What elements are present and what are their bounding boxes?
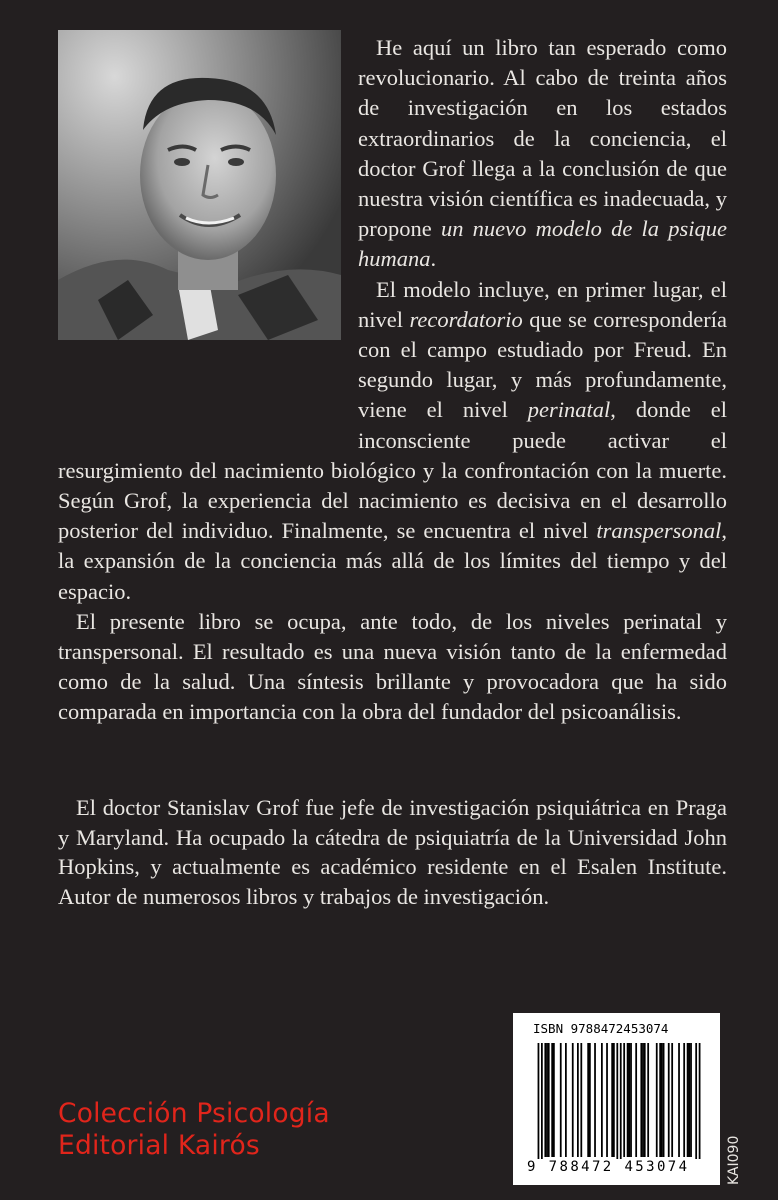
barcode-bar [688, 1043, 690, 1157]
barcode-bar [630, 1043, 632, 1157]
barcode-bar [640, 1043, 642, 1157]
barcode-bar [678, 1043, 680, 1157]
barcode-bar [627, 1043, 629, 1157]
barcode-bar [589, 1043, 591, 1157]
author-bio-paragraph: El doctor Stanislav Grof fue jefe de investigación psiquiátrica en Praga y Maryland. Ha ocupado la cátedra de psiquiatría de la Universidad John Hopkins, y actualmente es académico residente en el Esalen Institute. Autor de numerosos libros y trabajos de investigación. [58, 795, 727, 909]
synopsis-p1-end: . [430, 246, 437, 272]
barcode-bar [601, 1043, 603, 1157]
barcode-bar [656, 1043, 658, 1157]
barcode-bar [541, 1043, 543, 1165]
barcode-bar [616, 1043, 618, 1165]
barcode-bar [663, 1043, 665, 1157]
synopsis-p2-text-a: El modelo incluye, en primer lugar, el nivel [358, 276, 727, 332]
barcode-bar [620, 1043, 622, 1165]
barcode-bar [611, 1043, 613, 1157]
barcode-bar [644, 1043, 646, 1157]
barcode-bar [647, 1043, 649, 1157]
barcode-digits: 9 788472 453074 [527, 1159, 713, 1175]
barcode-bar [577, 1043, 579, 1157]
barcode-bar [551, 1043, 553, 1157]
barcode-bar [683, 1043, 685, 1157]
barcode-bar [580, 1043, 582, 1157]
barcode-bar [695, 1043, 697, 1165]
synopsis-p1-text: He aquí un libro tan esperado como revolucionario. Al cabo de treinta años de investigación en los estados extraordinarios de la conciencia, el doctor Grof llega a la conclusión de que nuestra visión científica es inadecuada, y propone [358, 35, 727, 242]
synopsis-p2-emphasis-2: perinatal [527, 397, 611, 423]
synopsis-p2-emphasis-1: recordatorio [409, 306, 523, 332]
barcode-bar [642, 1043, 644, 1157]
collection-publisher [58, 1098, 330, 1162]
barcode-bar [661, 1043, 663, 1157]
barcode-bar [635, 1043, 637, 1157]
barcode-bar [623, 1043, 625, 1157]
barcode-bar [560, 1043, 562, 1157]
barcode-bar [553, 1043, 555, 1157]
barcode-bar [659, 1043, 661, 1157]
barcode-bar [548, 1043, 550, 1157]
barcode-bar [671, 1043, 673, 1157]
synopsis-p2-text-d: , la expansión de la conciencia más allá de los límites del tiempo y del espacio. [58, 518, 727, 604]
photo-spacer [58, 33, 358, 439]
barcode-bar [699, 1043, 701, 1165]
barcode-bar [606, 1043, 608, 1157]
barcode-bar [538, 1043, 540, 1165]
barcode-bar [572, 1043, 574, 1157]
barcode-bar [544, 1043, 546, 1157]
barcode-bar [546, 1043, 548, 1157]
barcode-bar [565, 1043, 567, 1157]
barcode-bar [613, 1043, 615, 1157]
publisher-name: Editorial Kairós [58, 1130, 260, 1161]
barcode-bar [690, 1043, 692, 1157]
synopsis-text [58, 33, 727, 728]
author-bio [58, 793, 727, 911]
barcode-bar [594, 1043, 596, 1157]
synopsis-p2-text-b: que se correspondería con el campo estudiado por Freud. En segundo lugar, y más profundamente, viene el nivel [358, 306, 727, 423]
catalog-code: KAI090 [726, 1135, 742, 1185]
barcode-bar [628, 1043, 630, 1157]
collection-name: Colección Psicología [58, 1098, 330, 1129]
barcode-panel [513, 1013, 720, 1185]
synopsis-p1-emphasis: un nuevo modelo de la psique humana [358, 216, 727, 272]
barcode-bars [529, 1043, 709, 1165]
isbn-label: ISBN 9788472453074 [533, 1021, 669, 1036]
synopsis-p2-text-c: , donde el inconsciente puede activar el resurgimiento del nacimiento biológico y la confrontación con la muerte. Según Grof, la experiencia del nacimiento es decisiva en el desarrollo posterior del individuo. Finalmente, se encuentra el nivel [58, 397, 727, 544]
barcode-bar [668, 1043, 670, 1157]
synopsis-p2-emphasis-3: transpersonal [596, 518, 722, 544]
barcode-bar [587, 1043, 589, 1157]
barcode-bar [687, 1043, 689, 1157]
synopsis-paragraph-3: El presente libro se ocupa, ante todo, de los niveles perinatal y transpersonal. El resultado es una nueva visión tanto de la enfermedad como de la salud. Una síntesis brillante y provocadora que ha sido comparada en importancia con la obra del fundador del psicoanálisis. [58, 608, 727, 725]
